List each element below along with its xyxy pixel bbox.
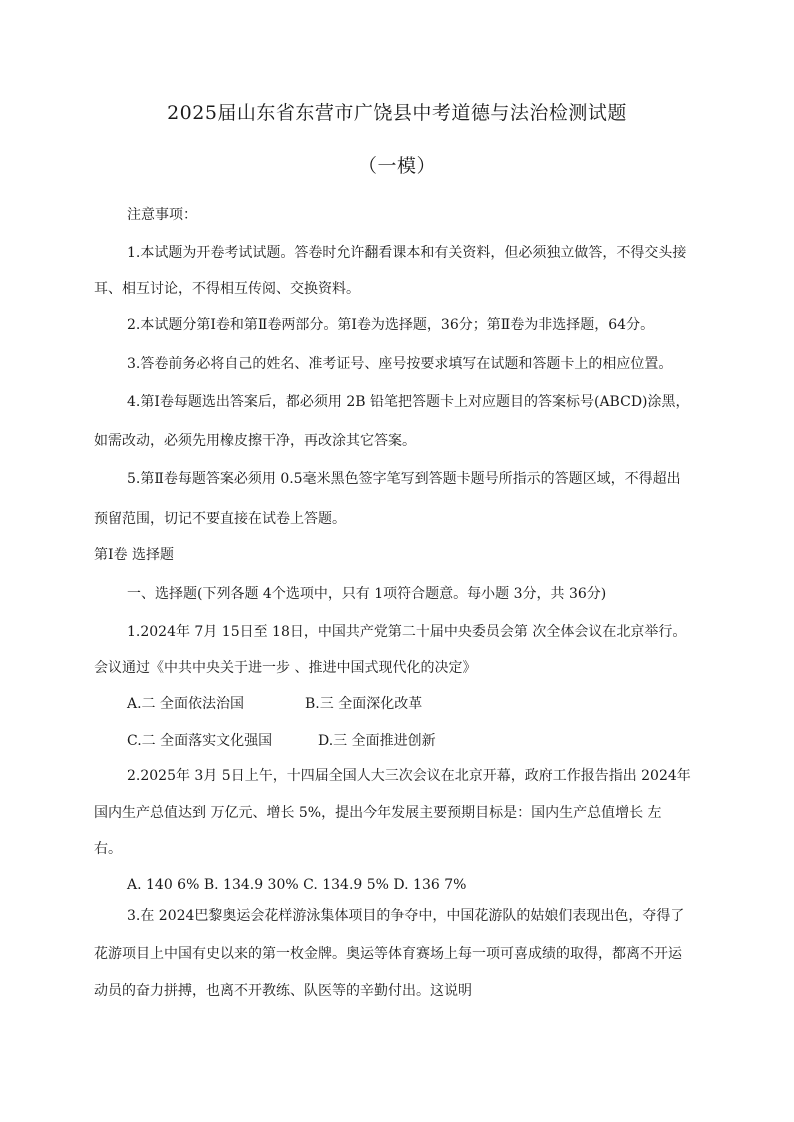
notice-line: 5.第Ⅱ卷每题答案必须用 0.5毫米黑色签字笔写到答题卡题号所指示的答题区域，不得超出 (127, 471, 681, 487)
notice-line: 3.答卷前务必将自己的姓名、准考证号、座号按要求填写在试题和答题卡上的相应位置。 (127, 356, 673, 372)
page-title: 2025届山东省东营市广饶县中考道德与法治检测试题 (167, 102, 627, 124)
notice-line: 1.本试题为开卷考试试题。答卷时允许翻看课本和有关资料，但必须独立做答，不得交头接 (127, 245, 687, 261)
section-heading: 第Ⅰ卷 选择题 (94, 547, 174, 563)
page-subtitle: （一模） (357, 155, 436, 177)
question-2-line: 右。 (94, 841, 122, 857)
question-2-line: 国内生产总值达到 万亿元、增长 5%，提出今年发展主要预期目标是：国内生产总值增长 左 (94, 805, 662, 821)
notice-line: 如需改动，必须先用橡皮擦干净，再改涂其它答案。 (94, 433, 416, 449)
notice-line: 4.第Ⅰ卷每题选出答案后，都必须用 2B 铅笔把答题卡上对应题目的答案标号(ABCD)涂黑， (127, 394, 690, 410)
question-3-line: 花游项目上中国有史以来的第一枚金牌。奥运等体育赛场上每一项可喜成绩的取得，都离不开运 (94, 946, 682, 962)
question-1-option-c: C.二 全面落实文化强国 (127, 733, 273, 749)
question-2-options: A. 140 6% B. 134.9 30% C. 134.9 5% D. 136 7% (127, 877, 467, 893)
question-1-option-a: A.二 全面依法治国 (127, 696, 245, 712)
question-1-option-b: B.三 全面深化改革 (305, 696, 423, 712)
question-3-line: 动员的奋力拼搏，也离不开教练、队医等的辛勤付出。这说明 (94, 983, 472, 999)
part-heading: 一、选择题(下列各题 4个选项中，只有 1项符合题意。每小题 3分，共 36分) (127, 586, 607, 602)
notice-line: 预留范围，切记不要直接在试卷上答题。 (94, 511, 346, 527)
notice-line: 2.本试题分第Ⅰ卷和第Ⅱ卷两部分。第Ⅰ卷为选择题，36分；第Ⅱ卷为非选择题，64分。 (127, 317, 655, 333)
question-1-line: 会议通过《中共中央关于进一步 、推进中国式现代化的决定》 (94, 660, 477, 676)
question-1-line: 1.2024年 7月 15日至 18日，中国共产党第二十届中央委员会第 次全体会议在北京举行。 (127, 624, 687, 640)
notice-line: 耳、相互讨论，不得相互传阅、交换资料。 (94, 281, 360, 297)
notice-heading: 注意事项： (127, 207, 197, 223)
question-2-line: 2.2025年 3月 5日上午，十四届全国人大三次会议在北京开幕，政府工作报告指出 2024年 (127, 768, 691, 784)
question-3-line: 3.在 2024巴黎奥运会花样游泳集体项目的争夺中，中国花游队的姑娘们表现出色，夺得了 (127, 908, 685, 924)
question-1-option-d: D.三 全面推进创新 (318, 733, 436, 749)
